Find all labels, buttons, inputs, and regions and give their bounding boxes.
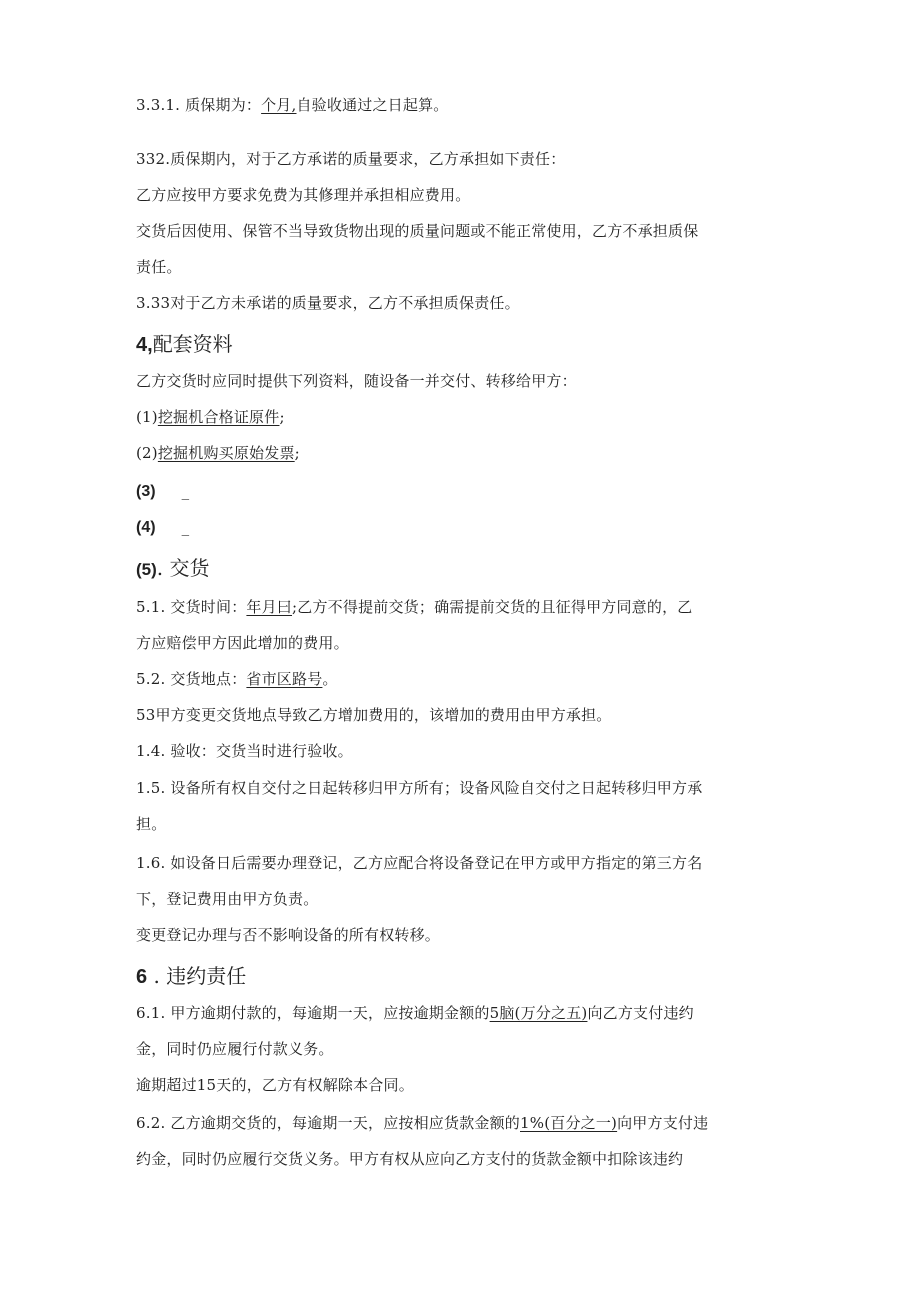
doc-item-3 xyxy=(136,480,189,503)
clause-1-6-line3: 变更登记办理与否不影响设备的所有权转移。 xyxy=(136,926,441,944)
clause-5-3: 53甲方变更交货地点导致乙方增加费用的，该增加的费用由甲方承担。 xyxy=(136,706,612,724)
doc-item-4-number: (4) xyxy=(136,519,156,536)
clause-1-5-line2: 担。 xyxy=(136,815,167,833)
clause-6-2-label: 6.2. 乙方逾期交货的，每逾期一天，应按相应货款金额的 xyxy=(136,1114,520,1132)
delivery-date-blank: 年月曰 xyxy=(246,598,293,616)
clause-6-1-text: 向乙方支付违约 xyxy=(587,1004,694,1022)
clause-6-1-line2: 金，同时仍应履行付款义务。 xyxy=(136,1040,334,1058)
clause-5-1-line1 xyxy=(136,596,692,618)
clause-6-1-line3: 逾期超过15天的，乙方有权解除本合同。 xyxy=(136,1076,414,1094)
section-4-heading xyxy=(136,330,233,359)
section-6-number: 6 xyxy=(136,966,148,988)
section-5-heading xyxy=(136,554,210,584)
doc-item-2-end: ; xyxy=(294,444,300,462)
clause-5-1-line2: 方应赔偿甲方因此增加的费用。 xyxy=(136,634,349,652)
section-4-title: 配套资料 xyxy=(152,332,233,356)
doc-item-2-number: (2) xyxy=(136,444,158,462)
doc-item-1-text: 挖掘机合格证原件 xyxy=(157,408,280,426)
clause-6-2-line2: 约金，同时仍应履行交货义务。甲方有权从应向乙方支付的货款金额中扣除该违约 xyxy=(136,1150,684,1168)
clause-3-3-2: 332.质保期内，对于乙方承诺的质量要求，乙方承担如下责任： xyxy=(136,150,566,168)
clause-5-2-label: 5.2. 交货地点： xyxy=(136,670,247,688)
doc-item-1-end: ; xyxy=(279,408,285,426)
clause-3-3-1-text: 自验收通过之日起算。 xyxy=(296,96,449,114)
clause-3-3-2-b-line1: 交货后因使用、保管不当导致货物出现的质量问题或不能正常使用，乙方不承担质保 xyxy=(136,222,699,240)
clause-5-1-text: ;乙方不得提前交货；确需提前交货的且征得甲方同意的，乙 xyxy=(292,598,693,616)
section-6-title: . 违约责任 xyxy=(147,964,247,988)
doc-item-1-number: (1) xyxy=(136,408,158,426)
clause-3-3-1 xyxy=(136,94,449,116)
clause-5-2 xyxy=(136,668,338,690)
doc-item-3-number: (3) xyxy=(136,483,156,500)
clause-1-6-line2: 下，登记费用由甲方负责。 xyxy=(136,890,319,908)
late-payment-rate-blank: 5脑(万分之五) xyxy=(489,1004,588,1022)
section-4-number: 4, xyxy=(136,334,153,356)
doc-item-3-blank: _ xyxy=(181,482,190,500)
clause-3-3-2-a: 乙方应按甲方要求免费为其修理并承担相应费用。 xyxy=(136,186,471,204)
section-6-heading xyxy=(136,962,246,991)
doc-item-2 xyxy=(136,442,300,464)
section-5-title: . 交货 xyxy=(156,556,210,580)
section-5-number: (5) xyxy=(136,560,157,579)
late-delivery-rate-blank: 1%(百分之一) xyxy=(520,1114,618,1132)
doc-item-2-text: 挖掘机购买原始发票 xyxy=(157,444,295,462)
clause-3-3-2-b-line2: 责任。 xyxy=(136,258,182,276)
clause-3-3-3: 3.33对于乙方未承诺的质量要求，乙方不承担质保责任。 xyxy=(136,294,520,312)
clause-6-2-text: 向甲方支付违 xyxy=(617,1114,709,1132)
clause-6-1-line1 xyxy=(136,1002,694,1024)
clause-1-4: 1.4. 验收：交货当时进行验收。 xyxy=(136,742,353,760)
warranty-period-blank: 个月, xyxy=(261,96,297,114)
doc-item-4 xyxy=(136,516,189,539)
clause-5-1-label: 5.1. 交货时间： xyxy=(136,598,247,616)
doc-item-1 xyxy=(136,406,285,428)
section-4-intro: 乙方交货时应同时提供下列资料，随设备一并交付、转移给甲方： xyxy=(136,372,577,390)
doc-item-4-blank: _ xyxy=(181,518,190,536)
clause-1-6-line1: 1.6. 如设备日后需要办理登记，乙方应配合将设备登记在甲方或甲方指定的第三方名 xyxy=(136,854,703,872)
clause-6-1-label: 6.1. 甲方逾期付款的，每逾期一天，应按逾期金额的 xyxy=(136,1004,490,1022)
clause-5-2-end: 。 xyxy=(322,670,338,688)
clause-3-3-1-label: 3.3.1. 质保期为： xyxy=(136,96,262,114)
delivery-address-blank: 省市区路号 xyxy=(246,670,323,688)
clause-1-5-line1: 1.5. 设备所有权自交付之日起转移归甲方所有；设备风险自交付之日起转移归甲方承 xyxy=(136,779,703,797)
clause-6-2-line1 xyxy=(136,1112,708,1134)
